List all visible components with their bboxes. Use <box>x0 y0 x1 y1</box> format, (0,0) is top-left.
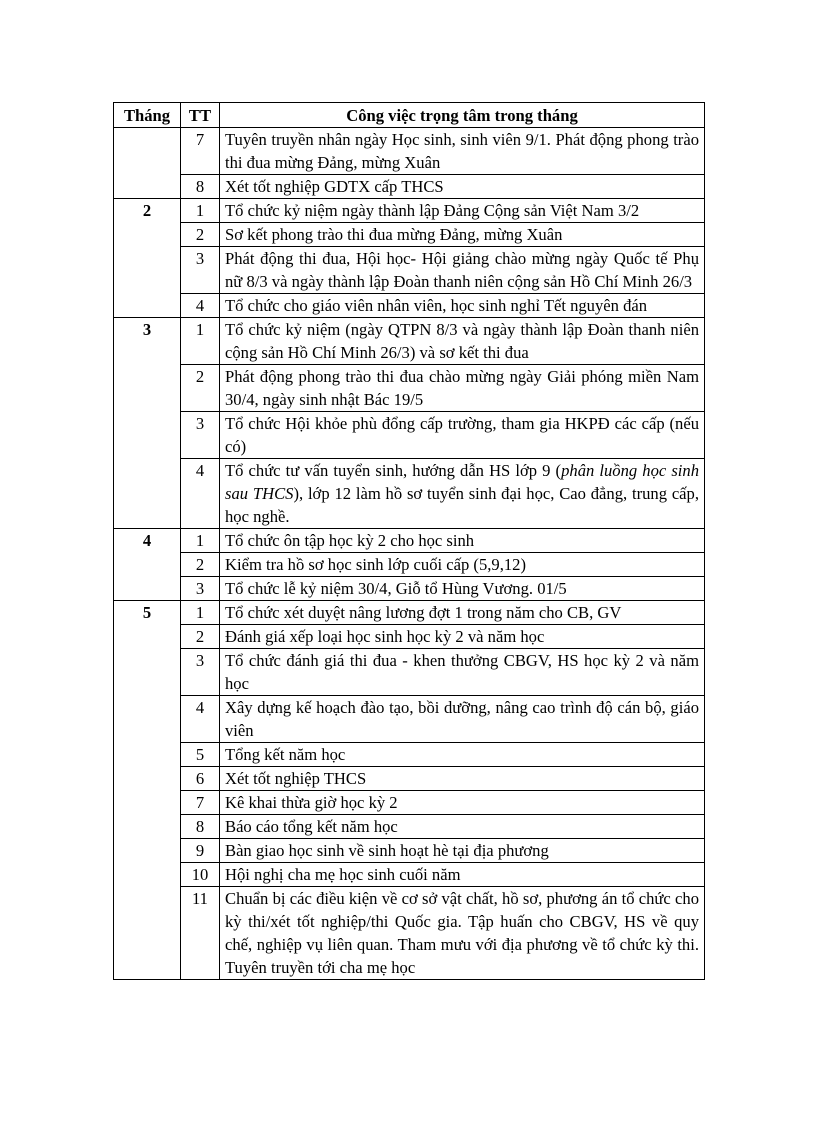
task-cell: Tuyên truyền nhân ngày Học sinh, sinh viên 9/1. Phát động phong trào thi đua mừng Đảng, mừng Xuân <box>220 128 705 175</box>
month-cell: 4 <box>114 529 181 601</box>
table-header-row <box>114 103 705 128</box>
tt-cell: 2 <box>181 223 220 247</box>
table-row <box>114 294 705 318</box>
task-cell: Xét tốt nghiệp GDTX cấp THCS <box>220 175 705 199</box>
tt-cell: 8 <box>181 815 220 839</box>
table-row <box>114 863 705 887</box>
task-cell: Báo cáo tổng kết năm học <box>220 815 705 839</box>
tt-cell: 9 <box>181 839 220 863</box>
task-cell: Tổ chức đánh giá thi đua - khen thưởng CBGV, HS học kỳ 2 và năm học <box>220 649 705 696</box>
table-row <box>114 791 705 815</box>
task-cell: Phát động thi đua, Hội học- Hội giảng chào mừng ngày Quốc tế Phụ nữ 8/3 và ngày thành lập Đoàn thanh niên cộng sản Hồ Chí Minh 26/3 <box>220 247 705 294</box>
table-row <box>114 175 705 199</box>
task-cell: Đánh giá xếp loại học sinh học kỳ 2 và năm học <box>220 625 705 649</box>
table-row <box>114 128 705 175</box>
tt-cell: 3 <box>181 577 220 601</box>
task-cell: Tổ chức lễ kỷ niệm 30/4, Giỗ tổ Hùng Vương. 01/5 <box>220 577 705 601</box>
header-task: Công việc trọng tâm trong tháng <box>220 103 705 128</box>
month-cell: 3 <box>114 318 181 529</box>
task-text: ), lớp 12 làm hồ sơ tuyển sinh đại học, Cao đẳng, trung cấp, học nghề. <box>225 484 699 526</box>
tt-cell: 6 <box>181 767 220 791</box>
table-row <box>114 696 705 743</box>
tt-cell: 4 <box>181 696 220 743</box>
task-cell: Tổ chức Hội khỏe phù đổng cấp trường, tham gia HKPĐ các cấp (nếu có) <box>220 412 705 459</box>
table-row <box>114 365 705 412</box>
month-cell <box>114 128 181 199</box>
table-row <box>114 815 705 839</box>
tt-cell: 7 <box>181 128 220 175</box>
tt-cell: 11 <box>181 887 220 980</box>
table-row <box>114 223 705 247</box>
task-cell: Tổ chức cho giáo viên nhân viên, học sinh nghỉ Tết nguyên đán <box>220 294 705 318</box>
tt-cell: 1 <box>181 529 220 553</box>
month-cell: 2 <box>114 199 181 318</box>
tt-cell: 2 <box>181 365 220 412</box>
task-cell: Tổ chức kỷ niệm ngày thành lập Đảng Cộng sản Việt Nam 3/2 <box>220 199 705 223</box>
table-row <box>114 553 705 577</box>
task-cell: Bàn giao học sinh về sinh hoạt hè tại địa phương <box>220 839 705 863</box>
table-row <box>114 743 705 767</box>
task-cell: Tổng kết năm học <box>220 743 705 767</box>
task-text: Tổ chức tư vấn tuyển sinh, hướng dẫn HS lớp 9 ( <box>225 461 562 480</box>
header-month: Tháng <box>114 103 181 128</box>
task-cell: Hội nghị cha mẹ học sinh cuối năm <box>220 863 705 887</box>
tt-cell: 1 <box>181 199 220 223</box>
tt-cell: 7 <box>181 791 220 815</box>
task-cell: Kê khai thừa giờ học kỳ 2 <box>220 791 705 815</box>
tt-cell: 3 <box>181 649 220 696</box>
task-cell: Tổ chức xét duyệt nâng lương đợt 1 trong năm cho CB, GV <box>220 601 705 625</box>
tt-cell: 1 <box>181 601 220 625</box>
task-cell: Tổ chức kỷ niệm (ngày QTPN 8/3 và ngày thành lập Đoàn thanh niên cộng sản Hồ Chí Minh 26/3) và sơ kết thi đua <box>220 318 705 365</box>
table-row <box>114 839 705 863</box>
table-row <box>114 577 705 601</box>
table-row <box>114 199 705 223</box>
tt-cell: 2 <box>181 553 220 577</box>
task-cell: Kiểm tra hồ sơ học sinh lớp cuối cấp (5,9,12) <box>220 553 705 577</box>
task-cell: Xây dựng kế hoạch đào tạo, bồi dưỡng, nâng cao trình độ cán bộ, giáo viên <box>220 696 705 743</box>
month-cell: 5 <box>114 601 181 980</box>
tt-cell: 3 <box>181 247 220 294</box>
tt-cell: 4 <box>181 459 220 529</box>
task-cell: Sơ kết phong trào thi đua mừng Đảng, mừng Xuân <box>220 223 705 247</box>
tt-cell: 8 <box>181 175 220 199</box>
table-row <box>114 247 705 294</box>
monthly-task-table <box>113 102 705 980</box>
table-row <box>114 412 705 459</box>
task-italic-text: phân luồng học sinh sau THCS <box>225 461 699 503</box>
table-row <box>114 318 705 365</box>
table-row <box>114 601 705 625</box>
tt-cell: 5 <box>181 743 220 767</box>
tt-cell: 3 <box>181 412 220 459</box>
task-cell: Xét tốt nghiệp THCS <box>220 767 705 791</box>
tt-cell: 4 <box>181 294 220 318</box>
tt-cell: 2 <box>181 625 220 649</box>
table-row <box>114 767 705 791</box>
table-row <box>114 625 705 649</box>
header-tt: TT <box>181 103 220 128</box>
task-cell: Tổ chức ôn tập học kỳ 2 cho học sinh <box>220 529 705 553</box>
task-cell <box>220 459 705 529</box>
task-cell: Chuẩn bị các điều kiện về cơ sở vật chất, hồ sơ, phương án tổ chức cho kỳ thi/xét tốt nghiệp/thi Quốc gia. Tập huấn cho CBGV, HS về quy chế, nghiệp vụ liên quan. Tham mưu với địa phương về tổ chức kỳ thi. Tuyên truyền tới cha mẹ học <box>220 887 705 980</box>
tt-cell: 1 <box>181 318 220 365</box>
table-row <box>114 887 705 980</box>
task-cell: Phát động phong trào thi đua chào mừng ngày Giải phóng miền Nam 30/4, ngày sinh nhật Bác 19/5 <box>220 365 705 412</box>
tt-cell: 10 <box>181 863 220 887</box>
table-row <box>114 459 705 529</box>
table-row <box>114 649 705 696</box>
table-row <box>114 529 705 553</box>
